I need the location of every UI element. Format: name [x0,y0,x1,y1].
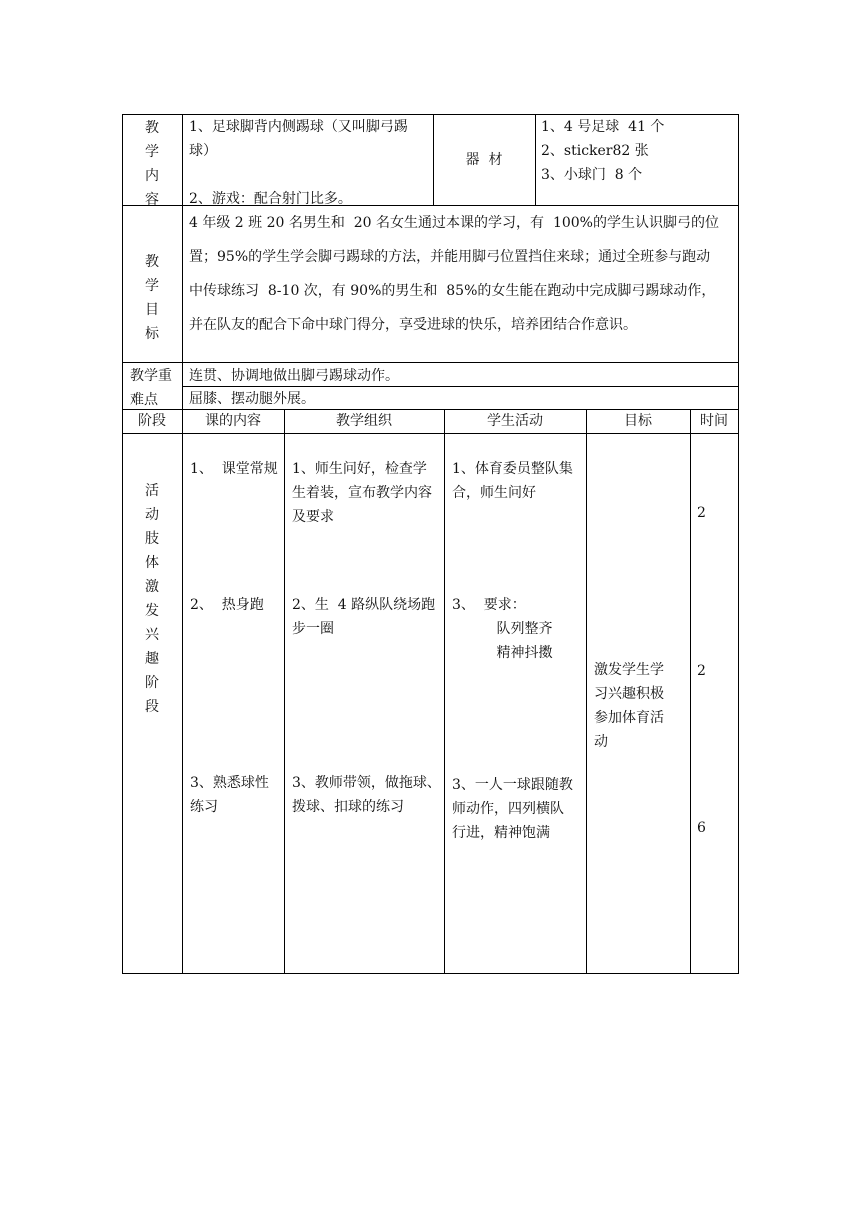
row-2-time: 2 [697,663,706,679]
row-3-organization: 3、教师带领，做拖球、 拨球、扣球的练习 [292,775,441,815]
teaching-content: 1、足球脚背内侧踢球（又叫脚弓踢 球） 2、游戏：配合射门比多。 [189,119,408,207]
header-organization: 教学组织 [336,413,392,429]
header-content: 课的内容 [205,413,261,429]
row-3-activity: 3、一人一球跟随教 师动作，四列横队 行进，精神饱满 [452,777,573,841]
teaching-content-label: 教 学 内 容 [145,120,159,208]
header-target: 目标 [624,413,652,429]
row-2-activity: 3、 要求： 队列整齐 精神抖擞 [452,597,553,661]
header-time: 时间 [700,413,728,429]
equipment-list: 1、4 号足球 41 个 2、sticker82 张 3、小球门 8 个 [541,119,665,183]
row-1-content: 1、 课堂常规 [190,461,278,477]
stage-target: 激发学生学 习兴趣积极 参加体育活 动 [594,662,664,750]
row-3-content: 3、熟悉球性 练习 [190,775,269,815]
teaching-goal-line-2: 置；95%的学生学会脚弓踢球的方法，并能用脚弓位置挡住来球；通过全班参与跑动 [189,249,711,265]
teaching-goal-line-3: 中传球练习 8-10 次，有 90%的男生和 85%的女生能在跑动中完成脚弓踢球动作， [189,283,716,299]
header-stage: 阶段 [138,413,166,429]
key-point: 连贯、协调地做出脚弓踢球动作。 [189,368,399,384]
stage-name: 活 动 肢 体 激 发 兴 趣 阶 段 [145,483,159,715]
row-2-content: 2、 热身跑 [190,597,264,613]
header-activity: 学生活动 [487,413,543,429]
teaching-goal-line-1: 4 年级 2 班 20 名男生和 20 名女生通过本课的学习，有 100%的学生认识脚弓的位 [189,215,719,231]
row-1-time: 2 [697,505,706,521]
key-points-label: 教学重 难点 [130,368,172,408]
row-1-activity: 1、体育委员整队集 合，师生问好 [452,461,573,501]
row-2-organization: 2、生 4 路纵队绕场跑 步一圈 [292,597,436,637]
teaching-goal-line-4: 并在队友的配合下命中球门得分，享受进球的快乐，培养团结合作意识。 [189,317,637,333]
row-1-organization: 1、师生问好，检查学 生着装，宣布教学内容 及要求 [292,461,432,525]
difficult-point: 屈膝、摆动腿外展。 [189,391,315,407]
equipment-label: 器 材 [465,152,503,168]
teaching-goal-label: 教 学 目 标 [145,254,159,342]
row-3-time: 6 [697,820,706,836]
